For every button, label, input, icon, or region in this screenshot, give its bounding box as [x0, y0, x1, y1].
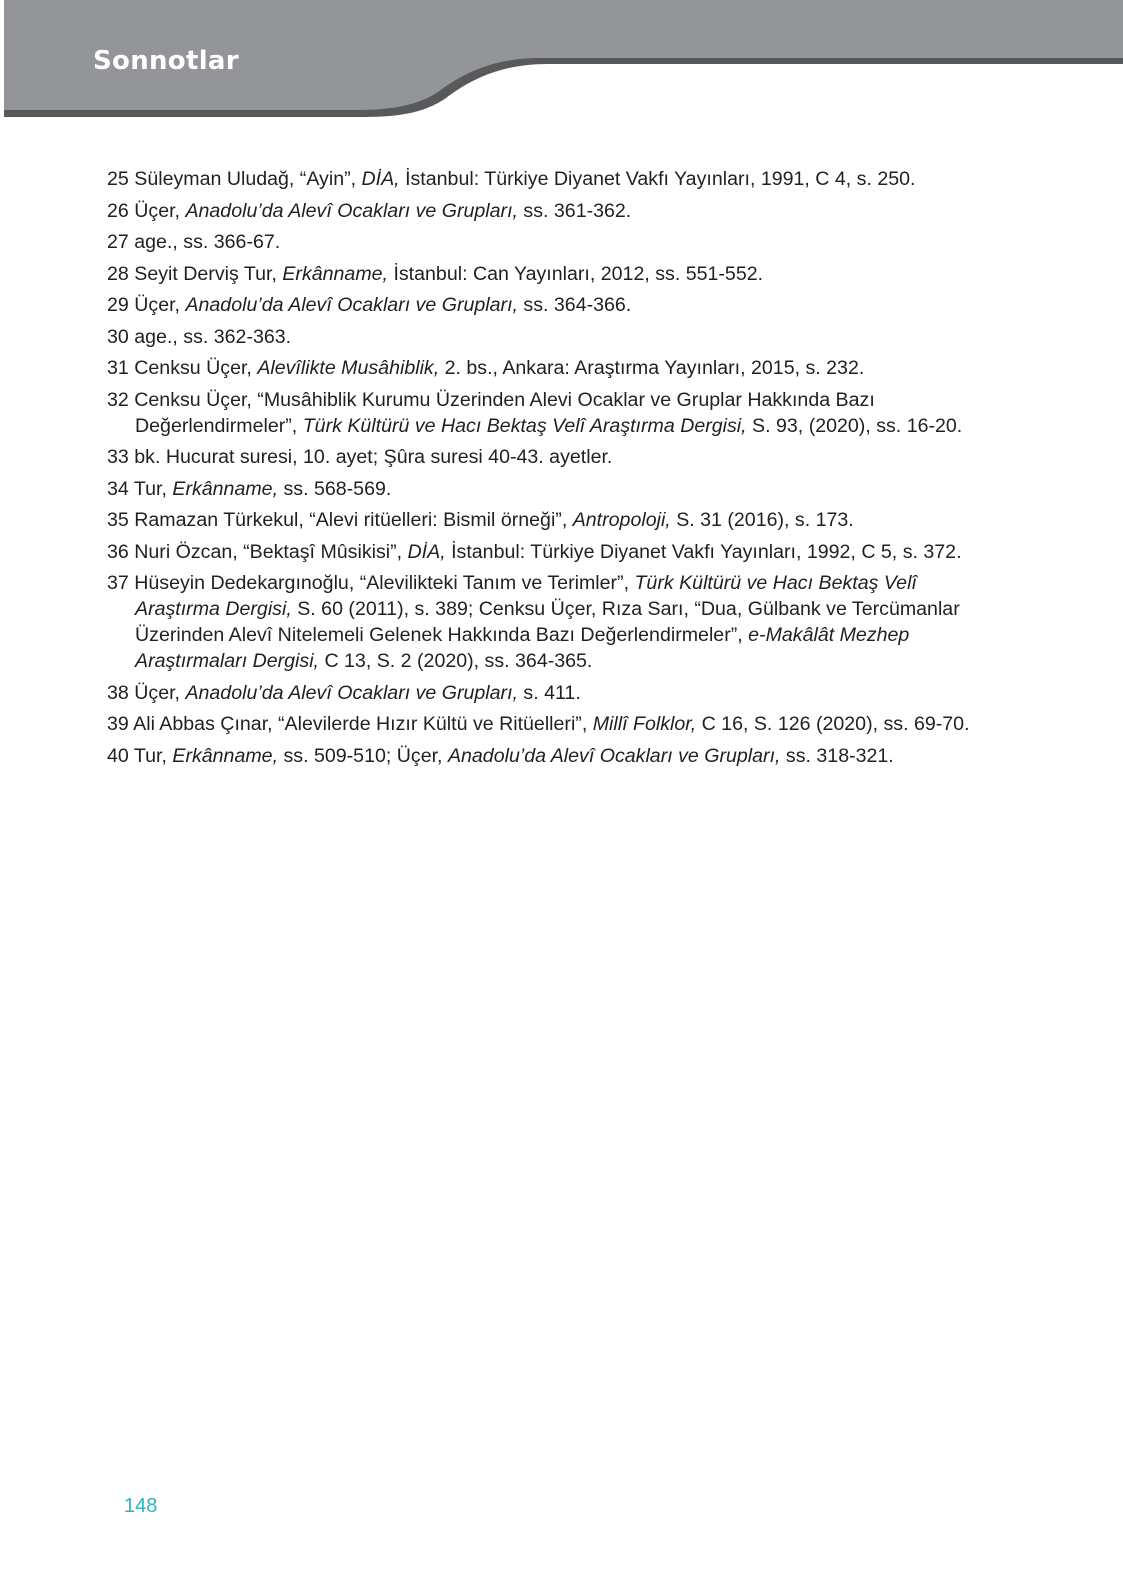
endnote-text: Süleyman Uludağ, “Ayin”, — [134, 168, 362, 190]
endnote-text: Cenksu Üçer, “Musâhiblik Kurumu Üzerinden Alevi Ocaklar ve Gruplar Hakkında Bazı Değerlendirmeler”, — [134, 388, 875, 437]
endnote-text: İstanbul: Can Yayınları, 2012, ss. 551-552. — [388, 262, 764, 285]
endnote-italic-title: Anadolu’da Alevî Ocakları ve Grupları, — [185, 294, 518, 316]
endnote-number: 33 — [107, 446, 129, 468]
endnote-italic-title: DİA, — [361, 168, 400, 190]
endnote-text: İstanbul: Türkiye Diyanet Vakfı Yayınları, 1991, C 4, s. 250. — [399, 168, 916, 190]
endnote-text: Üçer, — [134, 199, 186, 222]
header-title: Sonnotlar — [93, 46, 239, 76]
endnote-34 — [107, 476, 987, 502]
endnote-text: Nuri Özcan, “Bektaşî Mûsikisi”, — [134, 540, 408, 563]
endnote-text: ss. 568-569. — [278, 477, 392, 500]
endnote-text: Ramazan Türkekul, “Alevi ritüelleri: Bismil örneği”, — [134, 509, 573, 531]
endnote-text: Üçer, — [134, 681, 186, 704]
endnote-italic-title: Anadolu’da Alevî Ocakları ve Grupları, — [447, 744, 781, 767]
endnote-text: Cenksu Üçer, — [134, 357, 258, 379]
endnote-text: age., ss. 362-363. — [134, 325, 292, 348]
page-number: 148 — [124, 1495, 158, 1517]
endnote-text: ss. 509-510; Üçer, — [278, 744, 448, 767]
endnote-number: 29 — [107, 294, 129, 316]
endnote-italic-title: DİA, — [407, 540, 446, 563]
endnote-text: ss. 318-321. — [780, 744, 894, 767]
endnote-number: 36 — [107, 540, 129, 563]
endnote-text: age., ss. 366-67. — [134, 231, 281, 253]
endnote-35 — [107, 507, 987, 533]
endnote-number: 38 — [107, 681, 129, 704]
endnote-number: 31 — [107, 357, 129, 379]
endnote-italic-title: Anadolu’da Alevî Ocakları ve Grupları, — [185, 199, 518, 222]
endnote-29 — [107, 292, 987, 318]
endnote-italic-title: Antropoloji, — [572, 509, 671, 531]
endnote-text: Seyit Derviş Tur, — [134, 262, 283, 285]
endnote-text: Hüseyin Dedekargınoğlu, “Alevilikteki Tanım ve Terimler”, — [134, 572, 635, 594]
endnote-text: C 13, S. 2 (2020), ss. 364-365. — [319, 650, 593, 672]
endnote-33 — [107, 444, 987, 470]
endnote-39 — [107, 711, 987, 737]
endnote-italic-title: Erkânname, — [172, 477, 279, 500]
endnote-text: Üçer, — [134, 294, 186, 316]
endnotes-list — [107, 166, 987, 774]
endnote-number: 25 — [107, 168, 129, 190]
endnote-28 — [107, 261, 987, 287]
endnote-text: Tur, — [133, 744, 173, 767]
endnote-number: 32 — [107, 388, 129, 411]
endnote-text: S. 31 (2016), s. 173. — [670, 509, 854, 531]
endnote-27 — [107, 229, 987, 255]
endnote-number: 26 — [107, 199, 129, 222]
endnote-text: s. 411. — [517, 681, 581, 704]
endnote-text: S. 60 (2011), s. 389; Cenksu Üçer, Rıza Sarı, “Dua, Gülbank ve Tercümanlar Üzerinden Alevî Nitelemeli Gelenek Hakkında Bazı Değerlendirmeler”, — [135, 598, 960, 646]
endnote-number: 39 — [107, 713, 129, 735]
endnote-text: 2. bs., Ankara: Araştırma Yayınları, 2015, s. 232. — [439, 357, 865, 379]
endnote-number: 28 — [107, 262, 129, 285]
endnote-number: 40 — [107, 744, 129, 767]
endnote-30 — [107, 324, 987, 350]
endnote-italic-title: e-Makâlât Mezhep Araştırmaları Dergisi, — [135, 624, 910, 672]
endnote-25 — [107, 166, 987, 192]
endnote-number: 37 — [107, 572, 129, 594]
endnote-text: Tur, — [133, 477, 173, 500]
endnote-31 — [107, 355, 987, 381]
endnote-text: bk. Hucurat suresi, 10. ayet; Şûra suresi 40-43. ayetler. — [134, 446, 613, 468]
endnote-32 — [107, 387, 987, 439]
endnote-text: İstanbul: Türkiye Diyanet Vakfı Yayınları, 1992, C 5, s. 372. — [445, 540, 962, 563]
endnote-italic-title: Türk Kültürü ve Hacı Bektaş Velî Araştırma Dergisi, — [302, 414, 747, 437]
endnote-italic-title: Erkânname, — [172, 744, 279, 767]
endnote-text: C 16, S. 126 (2020), ss. 69-70. — [696, 713, 970, 735]
endnote-number: 30 — [107, 325, 129, 348]
endnote-italic-title: Anadolu’da Alevî Ocakları ve Grupları, — [185, 681, 518, 704]
endnote-number: 34 — [107, 477, 129, 500]
endnote-number: 35 — [107, 509, 129, 531]
endnote-36 — [107, 539, 987, 565]
endnote-text: ss. 364-366. — [517, 294, 632, 316]
endnote-40 — [107, 743, 987, 769]
endnote-26 — [107, 198, 987, 224]
endnote-38 — [107, 680, 987, 706]
endnote-text: S. 93, (2020), ss. 16-20. — [746, 414, 963, 437]
endnote-italic-title: Türk Kültürü ve Hacı Bektaş Velî Araştırma Dergisi, — [135, 572, 917, 620]
page-header — [0, 0, 1123, 125]
endnote-text: Ali Abbas Çınar, “Alevilerde Hızır Kültü ve Ritüelleri”, — [133, 713, 593, 735]
endnote-number: 27 — [107, 231, 129, 253]
endnote-italic-title: Erkânname, — [282, 262, 388, 285]
endnote-text: ss. 361-362. — [517, 199, 632, 222]
endnote-italic-title: Alevîlikte Musâhiblik, — [257, 357, 440, 379]
endnote-37 — [107, 570, 987, 674]
endnote-italic-title: Millî Folklor, — [592, 713, 697, 735]
